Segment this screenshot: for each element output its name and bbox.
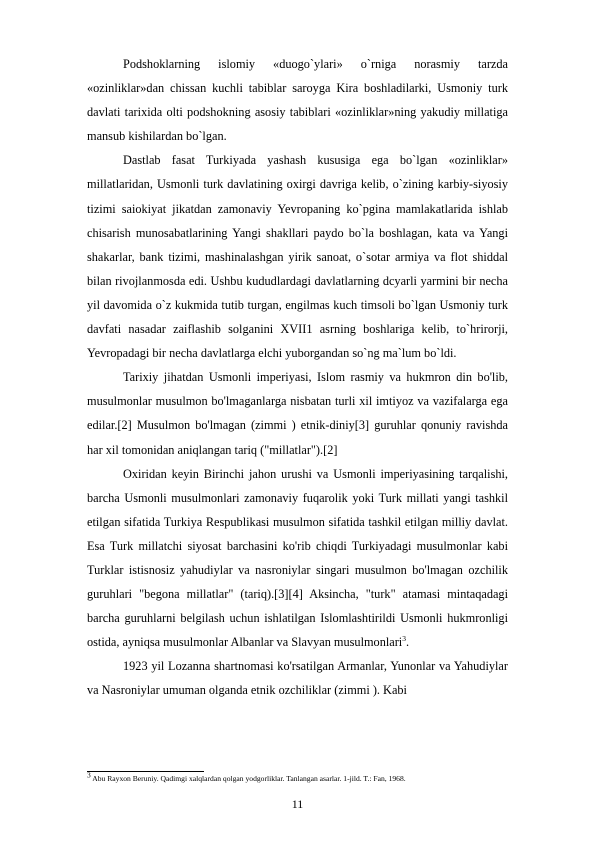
paragraph-1: Podshoklarning islomiy «duogo`ylari» o`rniga norasmiy tarzda «ozinliklar»dan chissan kuchli tabiblar saroyga Kira boshladilarki, Usmoniy turk davlati tarixida olti podshokning asosiy tabiblari «ozinliklar»ning yakudiy millatiga mansub kishilardan bo`lgan. (87, 57, 508, 144)
footnote-reference: 3 (402, 634, 406, 644)
paragraph-3: Tarixiy jihatdan Usmonli imperiyasi, Islom rasmiy va hukmron din bo'lib, musulmonlar musulmon bo'lmaganlarga nisbatan turli xil imtiyoz va vazifalarga ega edilar.[2] Musulmon bo'lmagan (zimmi ) etnik-diniy[3] guruhlar qonuniy ravishda har xil tomonidan aniqlangan tariq ("millatlar").[2] (87, 370, 508, 457)
body-text (87, 52, 508, 703)
paragraph-2: Dastlab fasat Turkiyada yashash kususiga ega bo`lgan «ozinliklar» millatlaridan, Usmonli turk davlatining oxirgi davriga kelib, o`zining karbiy-siyosiy tizimi saiokiyat jikatdan zamonaviy Yevropaning ko`pgina mamlakatlarida ishlab chisarish munosabatlarining Yangi shakllari paydo bo`la boshlagan, kata va Yangi shakarlar, bank tizimi, mashinalashgan yirik sanoat, o`sotar armiya va flot shiddal bilan rivojlanmosda edi. Ushbu kududlardagi davlatlarning dcyarli yarmini bir necha yil davomida o`z kukmida tutib turgan, engilmas kuch timsoli bo`lgan Usmoniy turk davfati nasadar zaiflashib solganini XVII1 asrning boshlariga kelib, to`hrirorji, Yevropadagi bir necha davlatlarga elchi yuborgandan so`ng ma`lum bo`ldi. (87, 153, 508, 361)
footnote-marker: 3 (87, 770, 91, 780)
paragraph-4: Oxiridan keyin Birinchi jahon urushi va Usmonli imperiyasining tarqalishi, barcha Usmonli musulmonlari zamonaviy fuqarolik yoki Turk millati yangi tashkil etilgan sifatida Turkiya Respublikasi musulmon sifatida tashkil etilgan milliy davlat. Esa Turk millatchi siyosat barchasini ko'rib chiqdi Turkiyadagi musulmonlar kabi Turklar istisnosiz yahudiylar va nasroniylar singari musulmon bo'lmagan ozchilik guruhlari "begona millatlar" (tariq).[3][4] Aksincha, "turk" atamasi mintaqadagi barcha guruhlarni belgilash uchun ishlatilgan Islomlashtirildi Usmonli hukmronligi ostida, ayniqsa musulmonlar Albanlar va Slavyan musulmonlari$^3$. (87, 466, 508, 650)
paragraph-5: 1923 yil Lozanna shartnomasi ko'rsatilgan Armanlar, Yunonlar va Yahudiylar va Nasroniylar umuman olganda etnik ozchiliklar (zimmi ). Kabi (87, 659, 508, 698)
footnote-divider (87, 771, 204, 772)
footnote-text: Abu Rayxon Beruniy. Qadimgi xalqlardan qolgan yodgorliklar. Tanlangan asarlar. 1-jild. T.: Fan, 1968. (90, 774, 406, 783)
page-number: 11 (291, 797, 304, 811)
footnote (87, 770, 406, 784)
